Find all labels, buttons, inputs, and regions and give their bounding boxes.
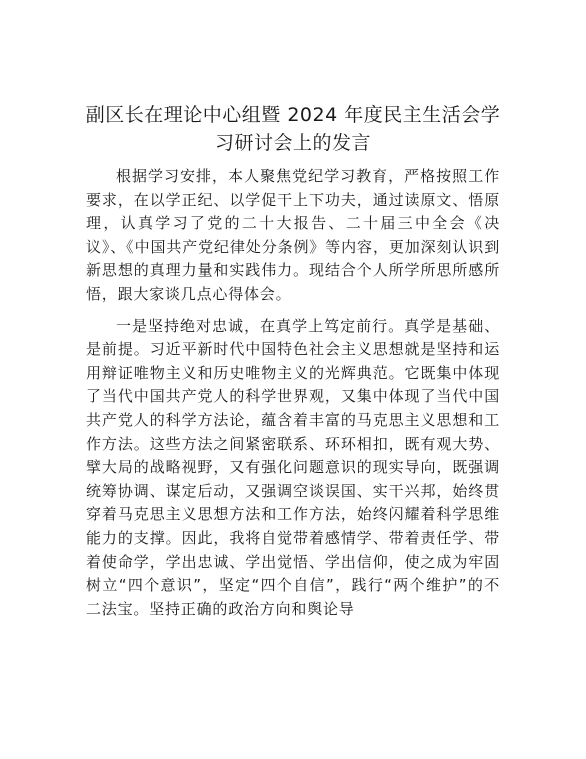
paragraph-point-one: 一是坚持绝对忠诚，在真学上笃定前行。真学是基础、是前提。习近平新时代中国特色社会主义思想就是坚持和运用辩证唯物主义和历史唯物主义的光辉典范。它既集中体现了当代中国共产党人的科学世界观，又集中体现了当代中国共产党人的科学方法论，蕴含着丰富的马克思主义思想和工作方法。这些方法之间紧密联系、环环相扣，既有观大势、擘大局的战略视野，又有强化问题意识的现实导向，既强调统筹协调、谋定后动，又强调空谈误国、实干兴邦，始终贯穿着马克思主义思想方法和工作方法，始终闪耀着科学思维能力的支撑。因此，我将自觉带着感情学、带着责任学、带着使命学，学出忠诚、学出觉悟、学出信仰，使之成为牢固树立“四个意识”，坚定“四个自信”，践行“两个维护”的不二法宝。坚持正确的政治方向和舆论导 — [86, 316, 500, 618]
document-title: 副区长在理论中心组暨 2024 年度民主生活会学习研讨会上的发言 — [85, 104, 501, 154]
paragraph-intro: 根据学习安排，本人聚焦党纪学习教育，严格按照工作要求，在以学正纪、以学促干上下功夫，通过读原文、悟原理，认真学习了党的二十大报告、二十届三中全会《决议》、《中国共产党纪律处分条例》等内容，更加深刻认识到新思想的真理力量和实践伟力。现结合个人所学所思所感所悟，跟大家谈几点心得体会。 — [86, 167, 500, 303]
document-body — [86, 165, 500, 621]
